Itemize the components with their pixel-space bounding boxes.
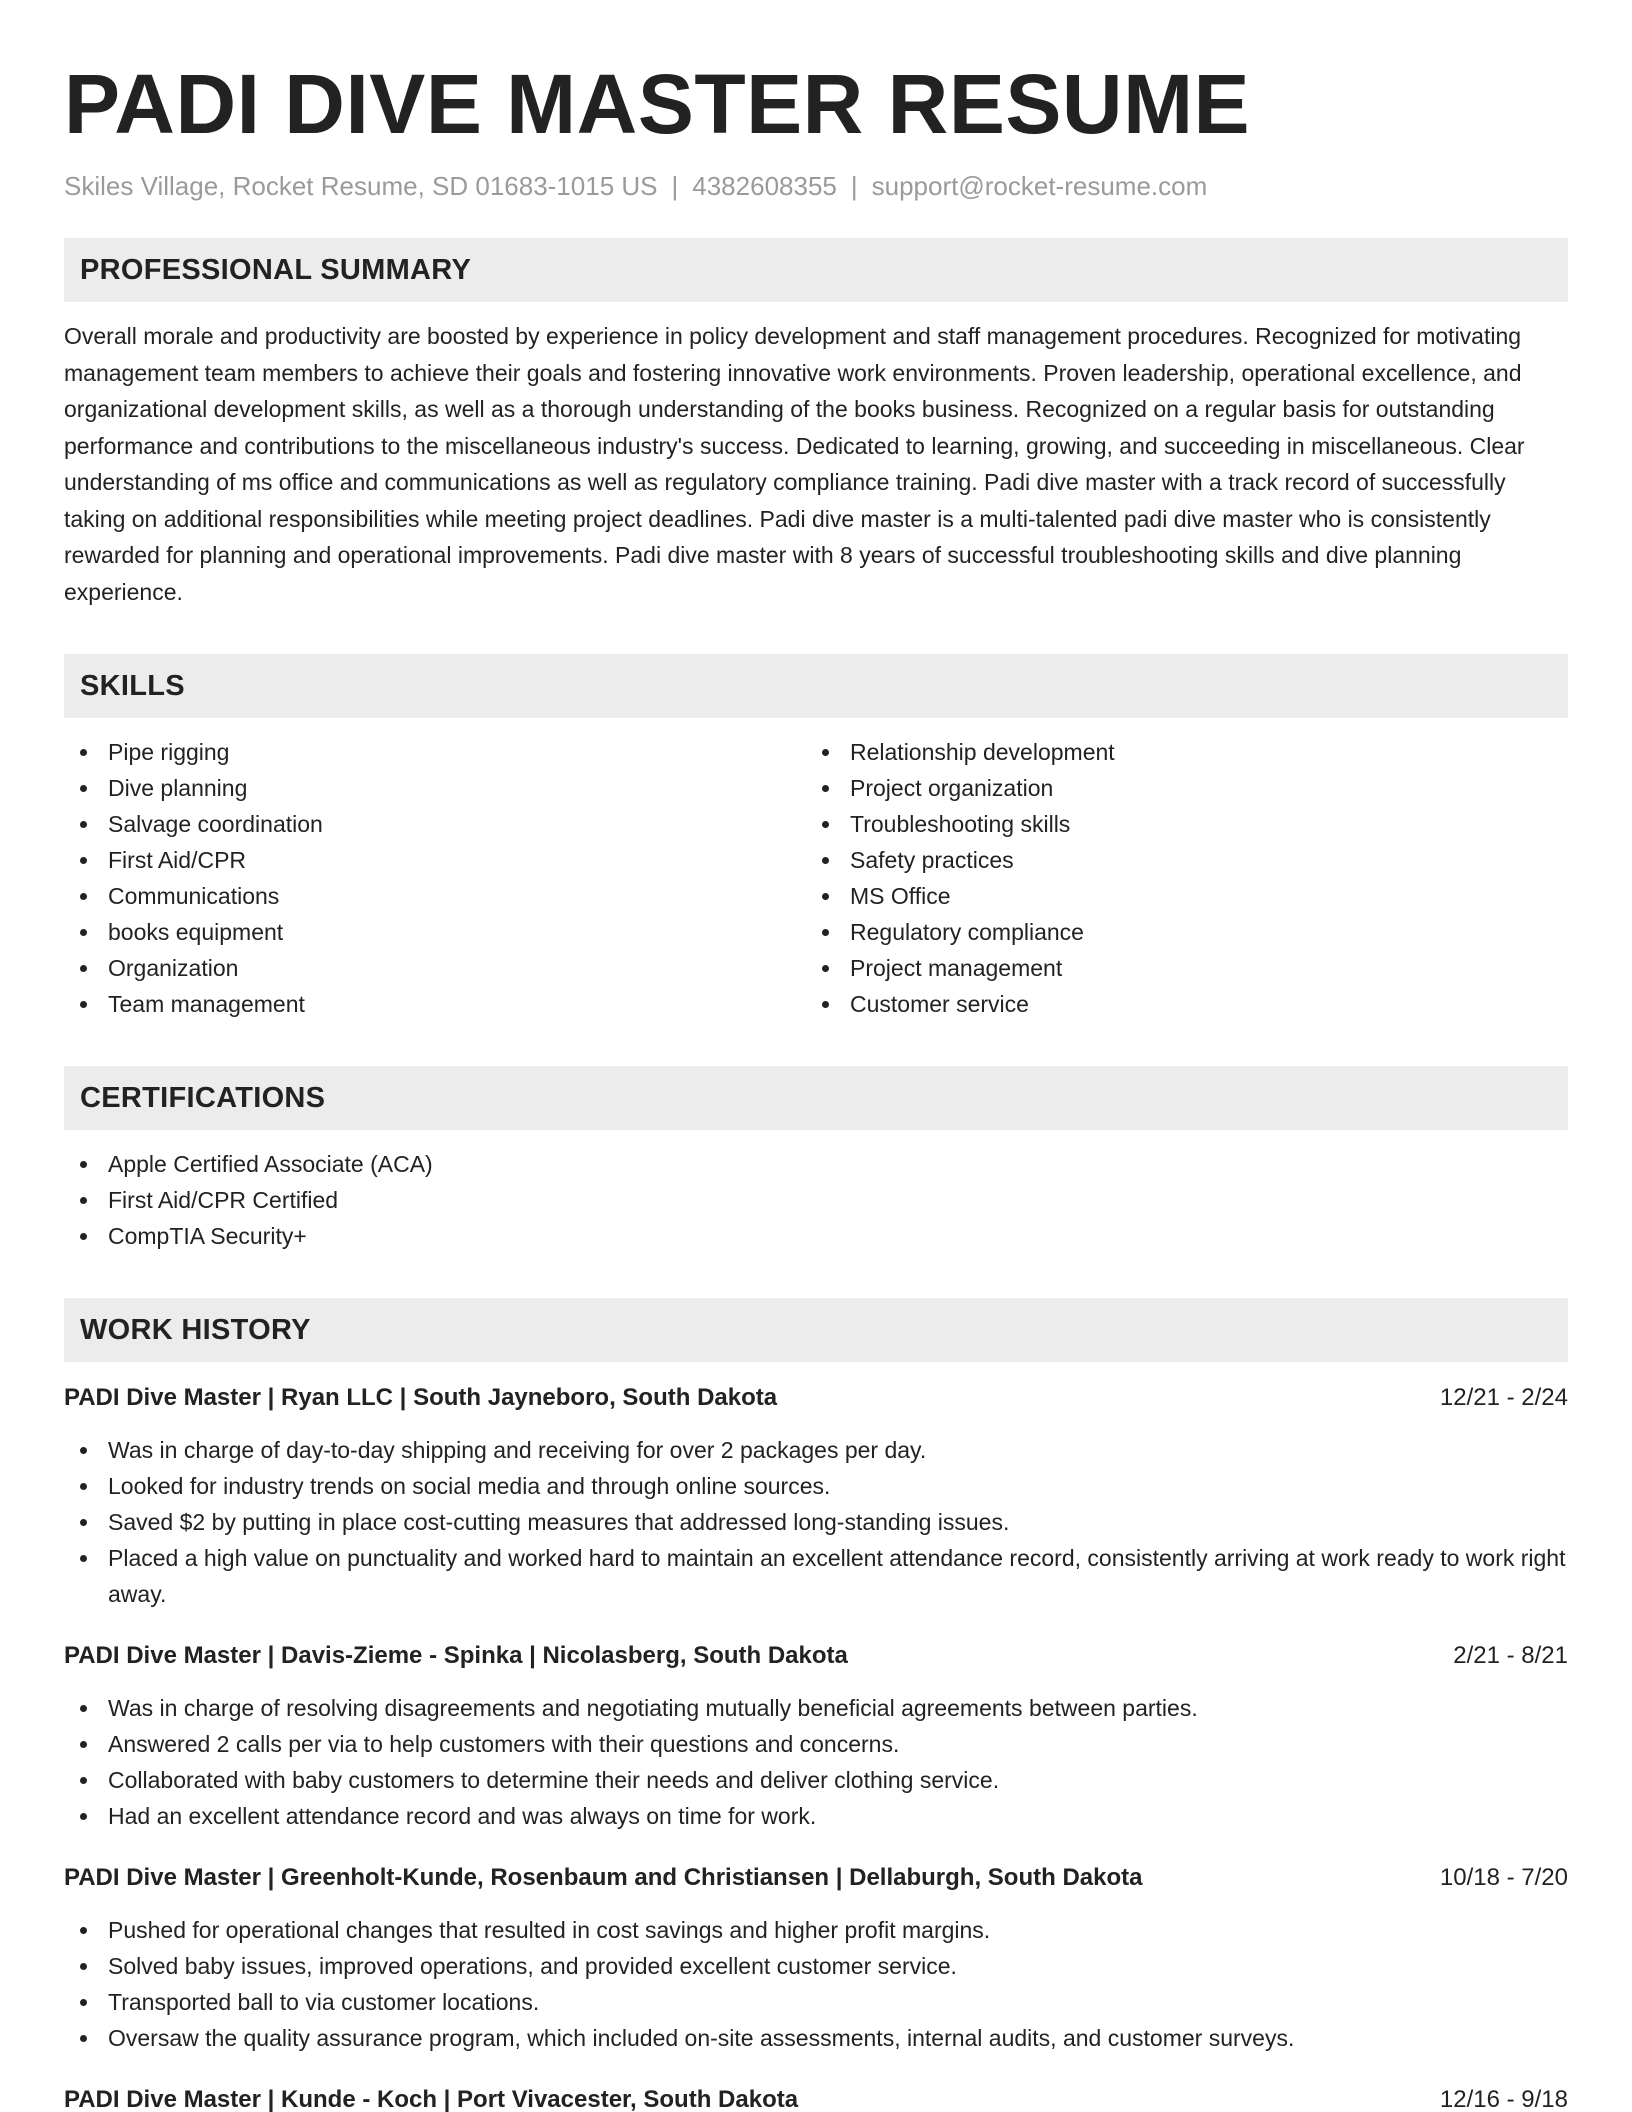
- skill-item: Relationship development: [806, 734, 1548, 770]
- job-bullet: Was in charge of day-to-day shipping and receiving for over 2 packages per day.: [64, 1432, 1568, 1468]
- section-heading-certifications: CERTIFICATIONS: [64, 1066, 1568, 1130]
- job-bullets: [64, 1690, 1568, 1834]
- job-header: [64, 2082, 1568, 2112]
- job-dates: 12/16 - 9/18: [1439, 2086, 1568, 2112]
- job-title: PADI Dive Master | Davis-Zieme - Spinka | Nicolasberg, South Dakota: [64, 1642, 848, 1669]
- skill-item: Communications: [64, 878, 806, 914]
- job-bullet: Answered 2 calls per via to help customers with their questions and concerns.: [64, 1726, 1568, 1762]
- job-bullets: [64, 1432, 1568, 1612]
- section-heading-skills: SKILLS: [64, 654, 1568, 718]
- skill-item: Project management: [806, 950, 1548, 986]
- skill-item: MS Office: [806, 878, 1548, 914]
- contact-line: [64, 168, 1568, 204]
- skill-item: Regulatory compliance: [806, 914, 1548, 950]
- skill-item: Organization: [64, 950, 806, 986]
- job-bullet: Placed a high value on punctuality and worked hard to maintain an excellent attendance record, consistently arriving at work ready to work right away.: [64, 1540, 1568, 1612]
- job-entry: [64, 2082, 1568, 2112]
- skill-item: Safety practices: [806, 842, 1548, 878]
- section-heading-summary: PROFESSIONAL SUMMARY: [64, 238, 1568, 302]
- contact-email: support@rocket-resume.com: [871, 171, 1208, 201]
- resume-content: [64, 54, 1568, 2112]
- job-entry: [64, 1380, 1568, 1612]
- contact-address: Skiles Village, Rocket Resume, SD 01683-1015 US: [64, 171, 658, 201]
- job-title: PADI Dive Master | Greenholt-Kunde, Rosenbaum and Christiansen | Dellaburgh, South Dakota: [64, 1864, 1143, 1891]
- job-dates: 12/21 - 2/24: [1439, 1384, 1568, 1411]
- job-bullet: Transported ball to via customer locations.: [64, 1984, 1568, 2020]
- job-header: [64, 1860, 1568, 1896]
- job-bullet: Solved baby issues, improved operations, and provided excellent customer service.: [64, 1948, 1568, 1984]
- skill-item: Dive planning: [64, 770, 806, 806]
- skill-item: Project organization: [806, 770, 1548, 806]
- job-bullet: Had an excellent attendance record and was always on time for work.: [64, 1798, 1568, 1834]
- contact-separator: |: [850, 171, 858, 201]
- job-dates: 10/18 - 7/20: [1439, 1864, 1568, 1891]
- skill-item: Troubleshooting skills: [806, 806, 1548, 842]
- job-bullet: Oversaw the quality assurance program, which included on-site assessments, internal audits, and customer surveys.: [64, 2020, 1568, 2056]
- skill-item: Salvage coordination: [64, 806, 806, 842]
- job-entry: [64, 1860, 1568, 2056]
- job-entry: [64, 1638, 1568, 1834]
- contact-separator: |: [671, 171, 679, 201]
- job-dates: 2/21 - 8/21: [1453, 1642, 1568, 1669]
- summary-text: Overall morale and productivity are boosted by experience in policy development and staff management procedures. Recognized for motivating management team members to achieve their goals and fostering innovative work environments. Proven leadership, operational excellence, and organizational development skills, as well as a thorough understanding of the books business. Recognized on a regular basis for outstanding performance and contributions to the miscellaneous industry's success. Dedicated to learning, growing, and succeeding in miscellaneous. Clear understanding of ms office and communications as well as regulatory compliance training. Padi dive master with a track record of successfully taking on additional responsibilities while meeting project deadlines. Padi dive master is a multi-talented padi dive master who is consistently rewarded for planning and operational improvements. Padi dive master with 8 years of successful troubleshooting skills and dive planning experience.: [64, 323, 1525, 605]
- certification-item: Apple Certified Associate (ACA): [64, 1146, 1568, 1182]
- skills-column-left: [64, 734, 806, 1022]
- skill-item: Customer service: [806, 986, 1548, 1022]
- job-title: PADI Dive Master | Ryan LLC | South Jayneboro, South Dakota: [64, 1384, 778, 1411]
- job-bullet: Collaborated with baby customers to determine their needs and deliver clothing service.: [64, 1762, 1568, 1798]
- job-bullets: [64, 1912, 1568, 2056]
- skill-item: Pipe rigging: [64, 734, 806, 770]
- section-heading-work-history: WORK HISTORY: [64, 1298, 1568, 1362]
- job-header: [64, 1380, 1568, 1416]
- job-bullet: Saved $2 by putting in place cost-cutting measures that addressed long-standing issues.: [64, 1504, 1568, 1540]
- skill-item: Team management: [64, 986, 806, 1022]
- job-bullet: Pushed for operational changes that resulted in cost savings and higher profit margins.: [64, 1912, 1568, 1948]
- certifications-list: [64, 1146, 1568, 1254]
- certification-item: CompTIA Security+: [64, 1218, 1568, 1254]
- job-title: PADI Dive Master | Kunde - Koch | Port Vivacester, South Dakota: [64, 2086, 799, 2112]
- contact-phone: 4382608355: [692, 171, 837, 201]
- job-bullet: Looked for industry trends on social media and through online sources.: [64, 1468, 1568, 1504]
- skills-column-right: [806, 734, 1548, 1022]
- skill-item: First Aid/CPR: [64, 842, 806, 878]
- job-header: [64, 1638, 1568, 1674]
- resume-title: PADI DIVE MASTER RESUME: [64, 57, 1251, 151]
- skills-list: [64, 734, 1568, 1022]
- skill-item: books equipment: [64, 914, 806, 950]
- certification-item: First Aid/CPR Certified: [64, 1182, 1568, 1218]
- job-bullet: Was in charge of resolving disagreements and negotiating mutually beneficial agreements between parties.: [64, 1690, 1568, 1726]
